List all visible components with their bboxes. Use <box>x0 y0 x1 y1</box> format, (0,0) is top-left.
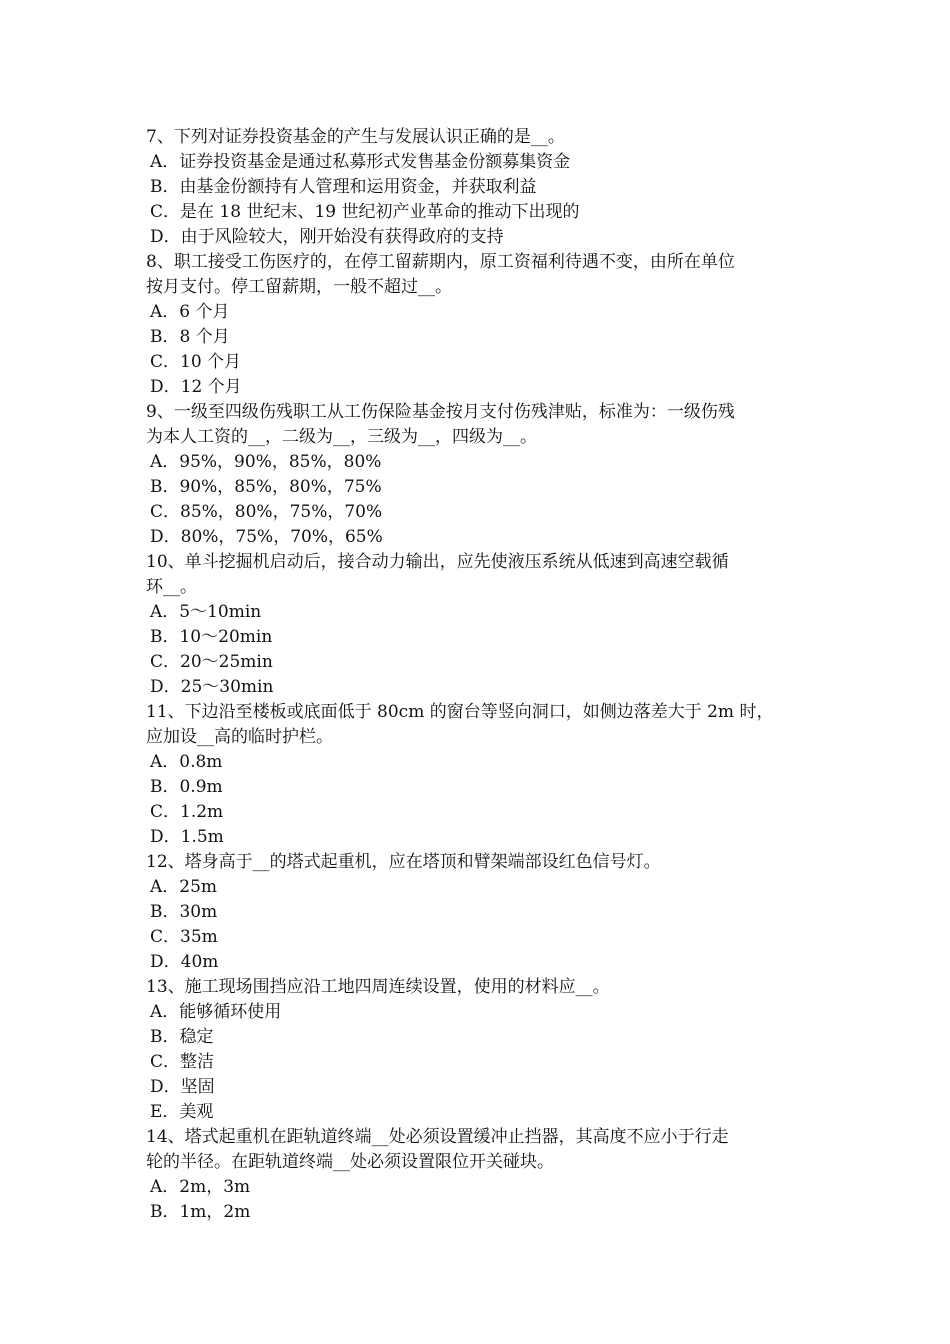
question-14-option-b: B．1m，2m <box>150 1202 251 1222</box>
question-10-option-a: A．5～10min <box>150 602 262 622</box>
question-10-text-line-2: 环__。 <box>146 577 197 597</box>
question-12 <box>146 850 826 975</box>
question-7-text: 7、下列对证券投资基金的产生与发展认识正确的是__。 <box>146 127 565 147</box>
question-11-option-a: A．0.8m <box>150 752 223 772</box>
question-11-option-b: B．0.9m <box>150 777 223 797</box>
question-10 <box>146 550 826 700</box>
question-13-option-b: B．稳定 <box>150 1027 214 1047</box>
question-12-option-a: A．25m <box>150 877 218 897</box>
question-8-text-line-2: 按月支付。停工留薪期，一般不超过__。 <box>146 277 452 297</box>
question-7-option-c: C．是在 18 世纪末、19 世纪初产业革命的推动下出现的 <box>150 202 580 222</box>
question-9 <box>146 400 826 550</box>
question-11 <box>146 700 826 850</box>
question-13 <box>146 975 826 1125</box>
question-10-text-line-1: 10、单斗挖掘机启动后，接合动力输出，应先使液压系统从低速到高速空载循 <box>146 552 729 572</box>
question-13-text: 13、施工现场围挡应沿工地四周连续设置，使用的材料应__。 <box>146 977 610 997</box>
question-7-option-b: B．由基金份额持有人管理和运用资金，并获取利益 <box>150 177 537 197</box>
question-11-text-line-1: 11、下边沿至楼板或底面低于 80cm 的窗台等竖向洞口，如侧边落差大于 2m 时， <box>146 702 774 722</box>
question-14-option-a: A．2m，3m <box>150 1177 251 1197</box>
question-8-text-line-1: 8、职工接受工伤医疗的，在停工留薪期内，原工资福利待遇不变，由所在单位 <box>146 252 735 272</box>
question-14 <box>146 1125 826 1225</box>
question-13-option-c: C．整洁 <box>150 1052 215 1072</box>
question-11-option-c: C．1.2m <box>150 802 224 822</box>
question-7-option-d: D．由于风险较大，刚开始没有获得政府的支持 <box>150 227 504 247</box>
question-10-option-c: C．20～25min <box>150 652 273 672</box>
question-9-option-b: B．90%，85%，80%，75% <box>150 477 382 497</box>
question-12-option-d: D．40m <box>150 952 219 972</box>
question-8-option-a: A．6 个月 <box>150 302 230 322</box>
document-page <box>146 125 826 1225</box>
question-7-option-a: A．证券投资基金是通过私募形式发售基金份额募集资金 <box>150 152 571 172</box>
question-9-option-d: D．80%，75%，70%，65% <box>150 527 383 547</box>
question-11-text-line-2: 应加设__高的临时护栏。 <box>146 727 333 747</box>
question-11-option-d: D．1.5m <box>150 827 224 847</box>
question-8-option-c: C．10 个月 <box>150 352 242 372</box>
question-9-text-line-1: 9、一级至四级伤残职工从工伤保险基金按月支付伤残津贴，标准为：一级伤残 <box>146 402 735 422</box>
question-12-option-b: B．30m <box>150 902 218 922</box>
question-14-text-line-2: 轮的半径。在距轨道终端__处必须设置限位开关碰块。 <box>146 1152 554 1172</box>
question-8-option-d: D．12 个月 <box>150 377 242 397</box>
question-9-option-a: A．95%，90%，85%，80% <box>150 452 382 472</box>
question-13-option-e: E．美观 <box>150 1102 214 1122</box>
question-8-option-b: B．8 个月 <box>150 327 230 347</box>
question-9-option-c: C．85%，80%，75%，70% <box>150 502 383 522</box>
question-7 <box>146 125 826 250</box>
question-14-text-line-1: 14、塔式起重机在距轨道终端__处必须设置缓冲止挡器，其高度不应小于行走 <box>146 1127 729 1147</box>
question-8 <box>146 250 826 400</box>
question-13-option-d: D．坚固 <box>150 1077 215 1097</box>
question-10-option-d: D．25～30min <box>150 677 274 697</box>
question-12-text: 12、塔身高于__的塔式起重机，应在塔顶和臂架端部设红色信号灯。 <box>146 852 661 872</box>
question-12-option-c: C．35m <box>150 927 218 947</box>
question-13-option-a: A．能够循环使用 <box>150 1002 282 1022</box>
question-9-text-line-2: 为本人工资的__，二级为__，三级为__，四级为__。 <box>146 427 537 447</box>
question-10-option-b: B．10～20min <box>150 627 273 647</box>
